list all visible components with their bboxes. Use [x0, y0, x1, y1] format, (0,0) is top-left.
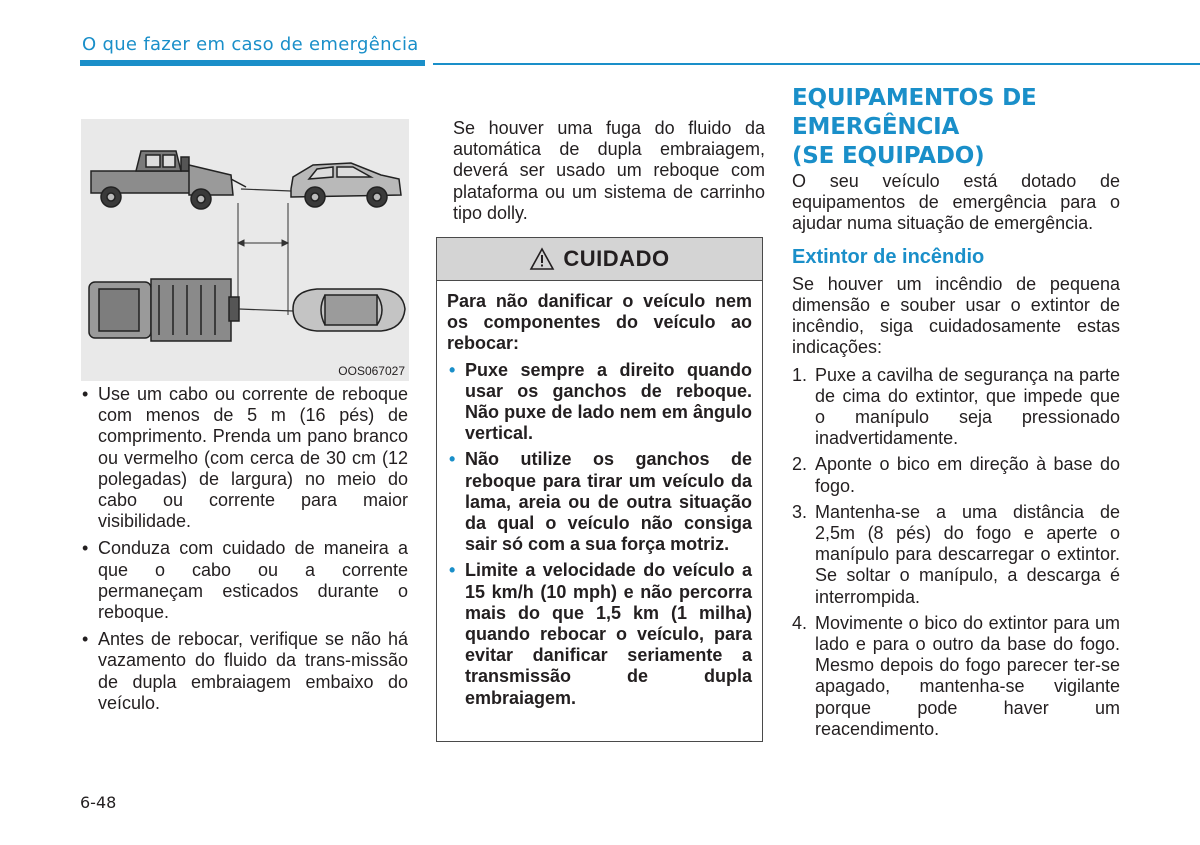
- step-number: 1.: [792, 364, 808, 385]
- tow-line: [241, 189, 291, 191]
- figure-caption: OOS067027: [338, 364, 405, 378]
- list-item: • Limite a velocidade do veículo a 15 km/h (10 mph) e não percorra mais do que 1,5 km (1 milha) quando rebocar o veículo, para evitar danificar seriamente a transmissão de dupla embraiagem.: [447, 560, 752, 708]
- list-item: • Use um cabo ou corrente de reboque com menos de 5 m (16 pés) de comprimento. Prenda um pano branco ou vermelho (com cerca de 30 cm (12 polegadas) de largura) no meio do cabo ou corrente para maior visibilidade.: [80, 384, 408, 532]
- list-item: [792, 613, 1120, 740]
- step-number: 3.: [792, 501, 808, 522]
- towing-diagram: [81, 119, 409, 381]
- step-text: Movimente o bico do extintor para um lado e para o outro da base do fogo. Mesmo depois do fogo parecer ter-se apagado, mantenha-se vigilante porque pode haver um reacendimento.: [815, 612, 1120, 739]
- section-title-line: EMERGÊNCIA: [792, 114, 960, 140]
- caution-list: [447, 360, 752, 709]
- header-rule: [433, 63, 1200, 65]
- towed-car-top-icon: [293, 289, 405, 331]
- towed-suv-side-icon: [291, 163, 401, 207]
- page-number: 6-48: [80, 793, 117, 812]
- subsection-title: Extintor de incêndio: [792, 245, 985, 268]
- distance-marker: [238, 203, 288, 315]
- extinguisher-steps: [792, 365, 1120, 740]
- tow-truck-top-icon: [89, 279, 239, 341]
- header-bar: [80, 60, 425, 66]
- caution-intro: Para não danificar o veículo nem os componentes do veículo ao rebocar:: [447, 291, 752, 354]
- subsection-intro: Se houver um incêndio de pequena dimensão e souber usar o extintor de incêndio, siga cuidadosamente estas indicações:: [792, 273, 1120, 358]
- left-column: [80, 384, 408, 720]
- caution-box: [436, 237, 763, 742]
- list-item: [792, 502, 1120, 608]
- towing-tips-list: [80, 384, 408, 714]
- caution-header: [437, 238, 762, 281]
- towing-illustration: [81, 119, 409, 381]
- warning-triangle-icon: [529, 247, 555, 271]
- list-item: • Puxe sempre a direito quando usar os ganchos de reboque. Não puxe de lado nem em ângulo vertical.: [447, 360, 752, 445]
- tow-line-top: [239, 309, 293, 311]
- section-title: [792, 84, 1120, 171]
- step-number: 2.: [792, 454, 808, 475]
- list-item: [792, 454, 1120, 496]
- caution-title: CUIDADO: [563, 246, 670, 271]
- header-title: O que fazer em caso de emergência: [82, 34, 419, 55]
- caution-body: [437, 281, 762, 709]
- tow-truck-side-icon: [91, 151, 246, 209]
- step-text: Mantenha-se a uma distância de 2,5m (8 pés) do fogo e aperte o manípulo para descarregar o extintor. Se soltar o manípulo, a descarga é interrompida.: [815, 501, 1120, 607]
- list-item: • Conduza com cuidado de maneira a que o cabo ou a corrente permaneçam esticados durante o reboque.: [80, 538, 408, 623]
- middle-column: [453, 118, 765, 224]
- list-item: [792, 365, 1120, 450]
- step-number: 4.: [792, 612, 808, 633]
- step-text: Puxe a cavilha de segurança na parte de cima do extintor, que impede que o manípulo seja pressionado inadvertidamente.: [815, 364, 1120, 449]
- list-item: • Antes de rebocar, verifique se não há vazamento do fluido da trans-missão de dupla embraiagem embaixo do veículo.: [80, 629, 408, 714]
- right-column: [792, 84, 1120, 745]
- section-title-line: (SE EQUIPADO): [792, 143, 985, 169]
- step-text: Aponte o bico em direção à base do fogo.: [815, 454, 1120, 496]
- fluid-leak-paragraph: Se houver uma fuga do fluido da automática de dupla embraiagem, deverá ser usado um reboque com plataforma ou um sistema de carrinho tipo dolly.: [453, 118, 765, 223]
- section-title-line: EQUIPAMENTOS DE: [792, 85, 1037, 111]
- section-intro: O seu veículo está dotado de equipamentos de emergência para o ajudar numa situação de emergência.: [792, 171, 1120, 234]
- list-item: • Não utilize os ganchos de reboque para tirar um veículo da lama, areia ou de outra situação da qual o veículo não consiga sair só com a sua força motriz.: [447, 449, 752, 555]
